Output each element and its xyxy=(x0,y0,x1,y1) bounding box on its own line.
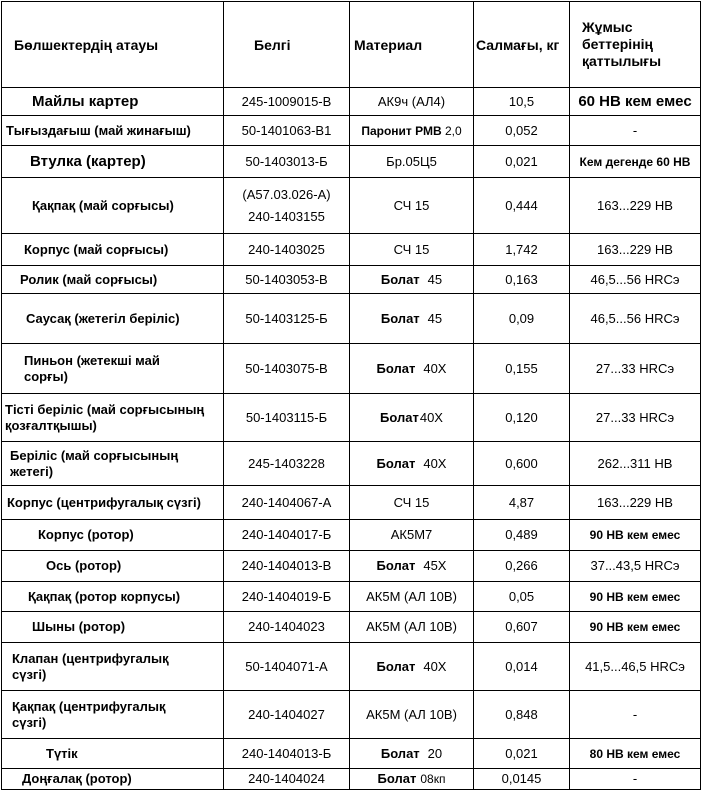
material-name: Болат xyxy=(380,310,420,326)
part-code: 50-1403125-Б xyxy=(224,294,350,344)
table-row xyxy=(2,442,701,486)
table-row xyxy=(2,643,701,691)
part-mass: 0,120 xyxy=(474,394,570,442)
part-name: Ролик (май сорғысы) xyxy=(2,266,224,294)
part-mass: 0,600 xyxy=(474,442,570,486)
material-name: Болат xyxy=(376,558,416,573)
part-material xyxy=(350,266,474,294)
part-name: Майлы картер xyxy=(2,88,224,116)
part-hardness: 60 НВ кем емес xyxy=(570,88,701,116)
part-name: Клапан (центрифугалық сүзгі) xyxy=(2,643,224,691)
part-hardness: 46,5...56 HRCэ xyxy=(570,294,701,344)
table-row xyxy=(2,116,701,146)
table-row xyxy=(2,739,701,769)
material-name: Болат xyxy=(380,271,420,287)
part-code: 50-1403053-В xyxy=(224,266,350,294)
part-hardness: 46,5...56 HRCэ xyxy=(570,266,701,294)
material-grade: 20 xyxy=(427,745,443,761)
part-hardness: - xyxy=(570,116,701,146)
part-mass: 0,607 xyxy=(474,612,570,643)
table-body xyxy=(2,88,701,790)
part-code: 240-1403025 xyxy=(224,234,350,266)
part-name: Корпус (ротор) xyxy=(2,520,224,551)
table-row xyxy=(2,486,701,520)
table-row xyxy=(2,266,701,294)
part-name: Түтік xyxy=(2,739,224,769)
part-mass: 0,155 xyxy=(474,344,570,394)
part-material: Бр.05Ц5 xyxy=(350,146,474,178)
part-code: 240-1404013-Б xyxy=(224,739,350,769)
part-mass: 0,014 xyxy=(474,643,570,691)
material-name: Болат xyxy=(377,771,417,786)
material-grade: 45 xyxy=(427,310,443,326)
material-name: Болат xyxy=(376,360,416,376)
header-row xyxy=(2,2,701,88)
part-material xyxy=(350,769,474,790)
part-material xyxy=(350,551,474,582)
part-name: Қақпақ (центрифугалық сүзгі) xyxy=(2,691,224,739)
part-mass: 0,021 xyxy=(474,739,570,769)
part-name: Втулка (картер) xyxy=(2,146,224,178)
material-grade: 45Х xyxy=(423,558,447,573)
part-material xyxy=(350,116,474,146)
header-code: Белгі xyxy=(224,2,350,88)
part-mass: 0,266 xyxy=(474,551,570,582)
part-code: 240-1404067-А xyxy=(224,486,350,520)
part-mass: 0,052 xyxy=(474,116,570,146)
part-hardness: 163...229 НВ xyxy=(570,234,701,266)
table-row xyxy=(2,520,701,551)
material-grade: 45 xyxy=(427,271,443,287)
part-name: Тісті беріліс (май сорғысының қозғалтқышы) xyxy=(2,394,224,442)
part-name: Пиньон (жетекші май сорғы) xyxy=(2,344,224,394)
part-name: Саусақ (жетегіл беріліс) xyxy=(2,294,224,344)
part-material: АК5М (АЛ 10В) xyxy=(350,691,474,739)
part-code-alt: (А57.03.026-А) xyxy=(242,186,331,202)
header-material: Материал xyxy=(350,2,474,88)
part-material: АК5М (АЛ 10В) xyxy=(350,612,474,643)
part-name: Корпус (май сорғысы) xyxy=(2,234,224,266)
parts-table xyxy=(1,1,701,790)
part-code: 50-1403115-Б xyxy=(224,394,350,442)
part-name: Доңғалақ (ротор) xyxy=(2,769,224,790)
part-mass: 0,09 xyxy=(474,294,570,344)
table-row xyxy=(2,769,701,790)
part-material xyxy=(350,739,474,769)
part-code: 240-1404024 xyxy=(224,769,350,790)
header-hardness: Жұмыс беттерінің қаттылығы xyxy=(570,2,701,88)
part-hardness: 262...311 НВ xyxy=(570,442,701,486)
part-hardness: 90 НВ кем емес xyxy=(570,582,701,612)
part-code: 240-1404013-В xyxy=(224,551,350,582)
table-row xyxy=(2,294,701,344)
part-hardness: Кем дегенде 60 НВ xyxy=(570,146,701,178)
part-hardness: 37...43,5 HRCэ xyxy=(570,551,701,582)
part-mass: 1,742 xyxy=(474,234,570,266)
table-row xyxy=(2,146,701,178)
part-mass: 0,489 xyxy=(474,520,570,551)
material-name: Болат xyxy=(380,409,419,425)
part-name: Қақпақ (май сорғысы) xyxy=(2,178,224,234)
part-mass: 0,0145 xyxy=(474,769,570,790)
part-hardness: 90 НВ кем емес xyxy=(570,612,701,643)
part-material: СЧ 15 xyxy=(350,234,474,266)
material-grade: 40Х xyxy=(423,360,447,376)
material-grade: 40Х xyxy=(419,409,443,425)
header-mass: Салмағы, кг xyxy=(474,2,570,88)
part-name: Беріліс (май сорғысының жетегі) xyxy=(2,442,224,486)
part-material: СЧ 15 xyxy=(350,486,474,520)
material-thickness: 2,0 xyxy=(444,123,462,138)
part-code: 50-1403013-Б xyxy=(224,146,350,178)
part-material xyxy=(350,294,474,344)
part-code: 240-1404027 xyxy=(224,691,350,739)
table-row xyxy=(2,344,701,394)
part-hardness: 41,5...46,5 HRCэ xyxy=(570,643,701,691)
part-name: Шыны (ротор) xyxy=(2,612,224,643)
material-name: Паронит РМВ xyxy=(361,123,442,138)
part-code: 240-1404017-Б xyxy=(224,520,350,551)
part-mass: 10,5 xyxy=(474,88,570,116)
part-code: 240-1404019-Б xyxy=(224,582,350,612)
part-name: Ось (ротор) xyxy=(2,551,224,582)
part-mass: 0,05 xyxy=(474,582,570,612)
table-row xyxy=(2,234,701,266)
part-hardness: 27...33 HRCэ xyxy=(570,394,701,442)
part-mass: 0,848 xyxy=(474,691,570,739)
part-name: Корпус (центрифугалық сүзгі) xyxy=(2,486,224,520)
part-hardness: 27...33 HRCэ xyxy=(570,344,701,394)
material-grade: 40Х xyxy=(423,455,447,471)
table-row xyxy=(2,691,701,739)
part-material xyxy=(350,643,474,691)
table-row xyxy=(2,582,701,612)
material-name: Болат xyxy=(376,455,416,471)
part-code xyxy=(224,178,350,234)
part-code: 50-1401063-В1 xyxy=(224,116,350,146)
part-material xyxy=(350,442,474,486)
part-hardness: 90 НВ кем емес xyxy=(570,520,701,551)
part-hardness: 80 НВ кем емес xyxy=(570,739,701,769)
table-row xyxy=(2,551,701,582)
part-material: АК5М7 xyxy=(350,520,474,551)
part-material xyxy=(350,394,474,442)
part-code: 245-1009015-В xyxy=(224,88,350,116)
material-name: Болат xyxy=(376,658,416,674)
part-code: 50-1403075-В xyxy=(224,344,350,394)
material-grade: 08кп xyxy=(420,772,446,786)
part-code: 245-1403228 xyxy=(224,442,350,486)
part-name: Тығыздағыш (май жинағыш) xyxy=(2,116,224,146)
part-material: СЧ 15 xyxy=(350,178,474,234)
part-code: 240-1404023 xyxy=(224,612,350,643)
table-row xyxy=(2,178,701,234)
part-material: АК5М (АЛ 10В) xyxy=(350,582,474,612)
part-hardness: 163...229 НВ xyxy=(570,178,701,234)
part-name: Қақпақ (ротор корпусы) xyxy=(2,582,224,612)
table-row xyxy=(2,394,701,442)
part-mass: 0,021 xyxy=(474,146,570,178)
part-material xyxy=(350,344,474,394)
part-code: 50-1404071-А xyxy=(224,643,350,691)
part-code-main: 240-1403155 xyxy=(248,208,325,224)
material-grade: 40Х xyxy=(423,658,447,674)
table-row xyxy=(2,88,701,116)
table-row xyxy=(2,612,701,643)
part-hardness: - xyxy=(570,769,701,790)
part-mass: 0,163 xyxy=(474,266,570,294)
part-hardness: 163...229 НВ xyxy=(570,486,701,520)
part-mass: 0,444 xyxy=(474,178,570,234)
header-name: Бөлшектердің атауы xyxy=(2,2,224,88)
material-name: Болат xyxy=(380,745,420,761)
part-hardness: - xyxy=(570,691,701,739)
part-mass: 4,87 xyxy=(474,486,570,520)
part-material: АК9ч (АЛ4) xyxy=(350,88,474,116)
